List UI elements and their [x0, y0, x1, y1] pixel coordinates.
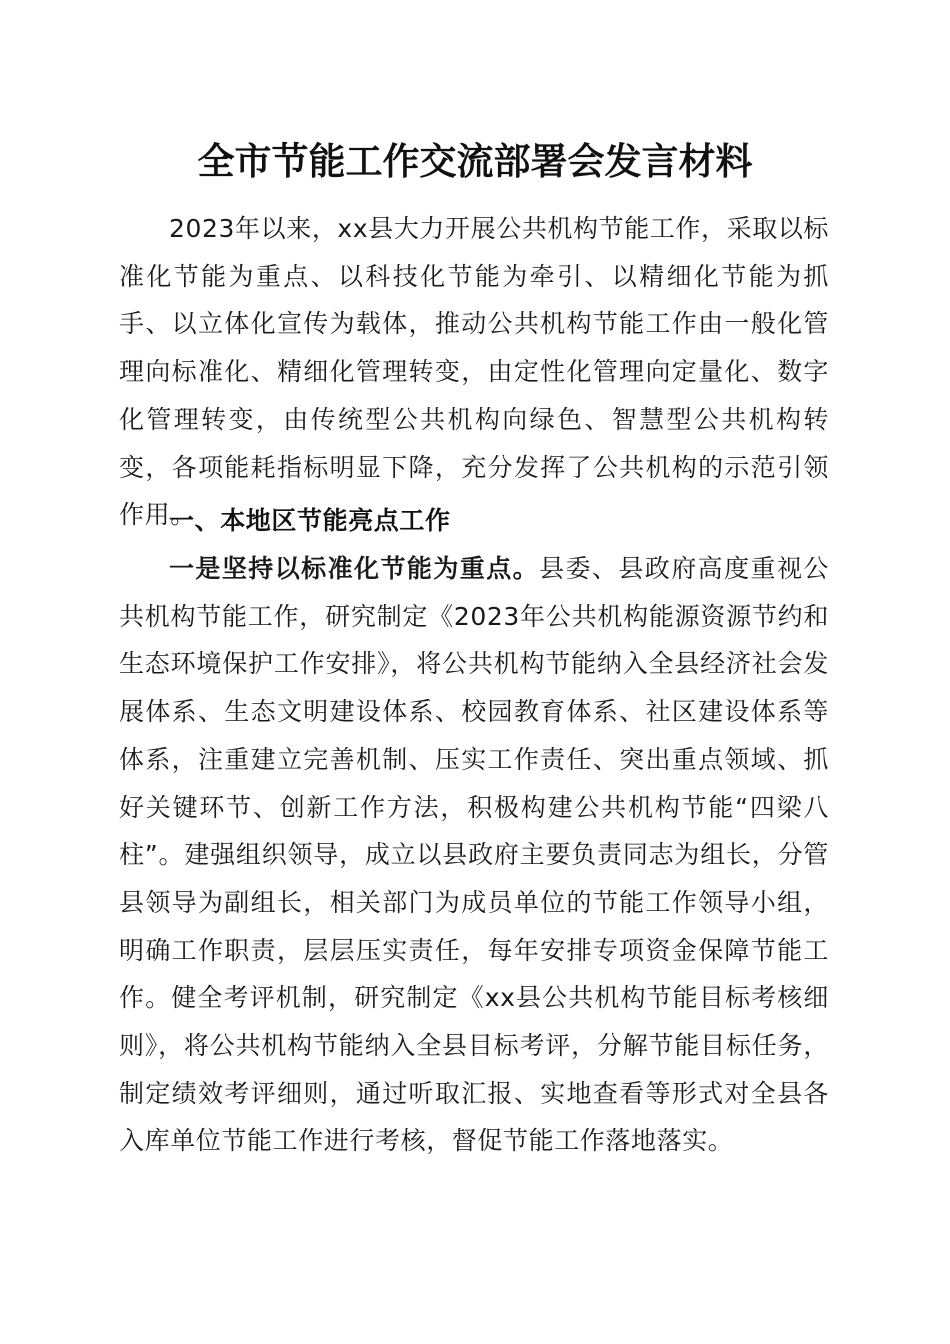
section-paragraph-lead: 一是坚持以标准化节能为重点。 — [169, 554, 540, 583]
intro-block — [119, 205, 829, 539]
section-paragraph-body: 县委、县政府高度重视公共机构节能工作，研究制定《2023年公共机构能源资源节约和生态环境保护工作安排》，将公共机构节能纳入全县经济社会发展体系、生态文明建设体系、校园教育体系、社区建设体系等体系，注重建立完善机制、压实工作责任、突出重点领域、抓好关键环节、创新工作方法，积极构建公共机构节能“四梁八柱”。建强组织领导，成立以县政府主要负责同志为组长，分管县领导为副组长，相关部门为成员单位的节能工作领导小组，明确工作职责，层层压实责任，每年安排专项资金保障节能工作。健全考评机制，研究制定《xx县公共机构节能目标考核细则》，将公共机构节能纳入全县目标考评，分解节能目标任务，制定绩效考评细则，通过听取汇报、实地查看等形式对全县各入库单位节能工作进行考核，督促节能工作落地落实。 — [119, 554, 829, 1156]
document-title: 全市节能工作交流部署会发言材料 — [197, 139, 753, 183]
section-heading: 一、本地区节能亮点工作 — [169, 506, 451, 535]
intro-paragraph: 2023年以来，xx县大力开展公共机构节能工作，采取以标准化节能为重点、以科技化节能为牵引、以精细化节能为抓手、以立体化宣传为载体，推动公共机构节能工作由一般化管理向标准化、精细化管理转变，由定性化管理向定量化、数字化管理转变，由传统型公共机构向绿色、智慧型公共机构转变，各项能耗指标明显下降，充分发挥了公共机构的示范引领作用。 — [119, 214, 830, 530]
section-paragraph — [119, 545, 829, 1165]
section-block — [119, 545, 829, 1165]
